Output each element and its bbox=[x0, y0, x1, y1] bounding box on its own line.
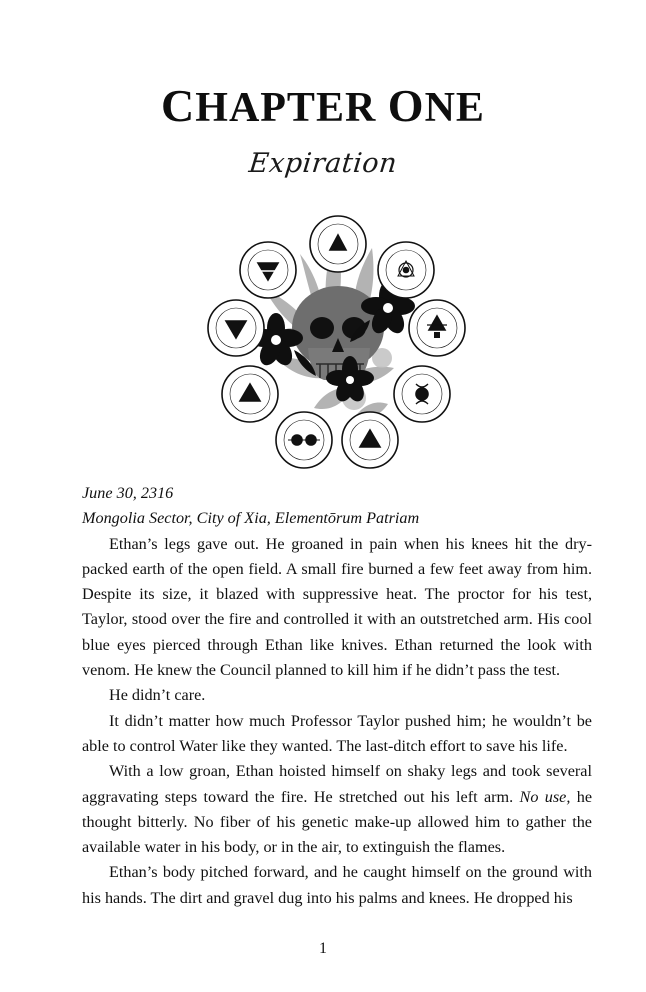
chapter-body bbox=[82, 481, 592, 911]
paragraph: Ethan’s body pitched forward, and he caught himself on the ground with his hands. The dirt and gravel dug into his palms and knees. He dropped his bbox=[82, 863, 592, 907]
paragraph-emphasis: No use, bbox=[519, 787, 571, 806]
paragraph-text: With a low groan, Ethan hoisted himself on shaky legs and took several aggravating steps toward the fire. He stretched out his left arm. bbox=[82, 762, 592, 806]
chapter-subtitle: Expiration bbox=[247, 148, 399, 179]
chapter-title bbox=[0, 80, 646, 131]
page-number: 1 bbox=[319, 940, 327, 957]
chapter-title-initial2: O bbox=[387, 80, 425, 131]
paragraph bbox=[82, 759, 592, 860]
location-line: Mongolia Sector, City of Xia, Elementōrum Patriam bbox=[82, 509, 420, 528]
chapter-title-word1: HAPTER bbox=[195, 85, 388, 131]
paragraph: Ethan’s legs gave out. He groaned in pain when his knees hit the dry-packed earth of the open field. A small fire burned a few feet away from him. Despite its size, it blazed with suppressive heat. The proctor for his test, Taylor, stood over the fire and controlled it with an outstretched arm. His cool blue eyes pierced through Ethan like knives. Ethan returned the look with venom. He knew the Council planned to kill him if he didn’t pass the test. bbox=[82, 534, 592, 680]
chapter-title-initial: C bbox=[161, 80, 196, 131]
paragraph: He didn’t care. bbox=[109, 686, 206, 705]
paragraph-text: he thought bitterly. No fiber of his genetic make-up allowed him to gather the available water in his body, or in the air, to extinguish the flames. bbox=[82, 787, 593, 857]
dateline: June 30, 2316 bbox=[82, 484, 174, 502]
chapter-title-word2: NE bbox=[424, 85, 485, 131]
paragraph: It didn’t matter how much Professor Taylor pushed him; he wouldn’t be able to control Water like they wanted. The last-ditch effort to save his life. bbox=[82, 711, 592, 755]
chapter-emblem bbox=[204, 208, 468, 472]
